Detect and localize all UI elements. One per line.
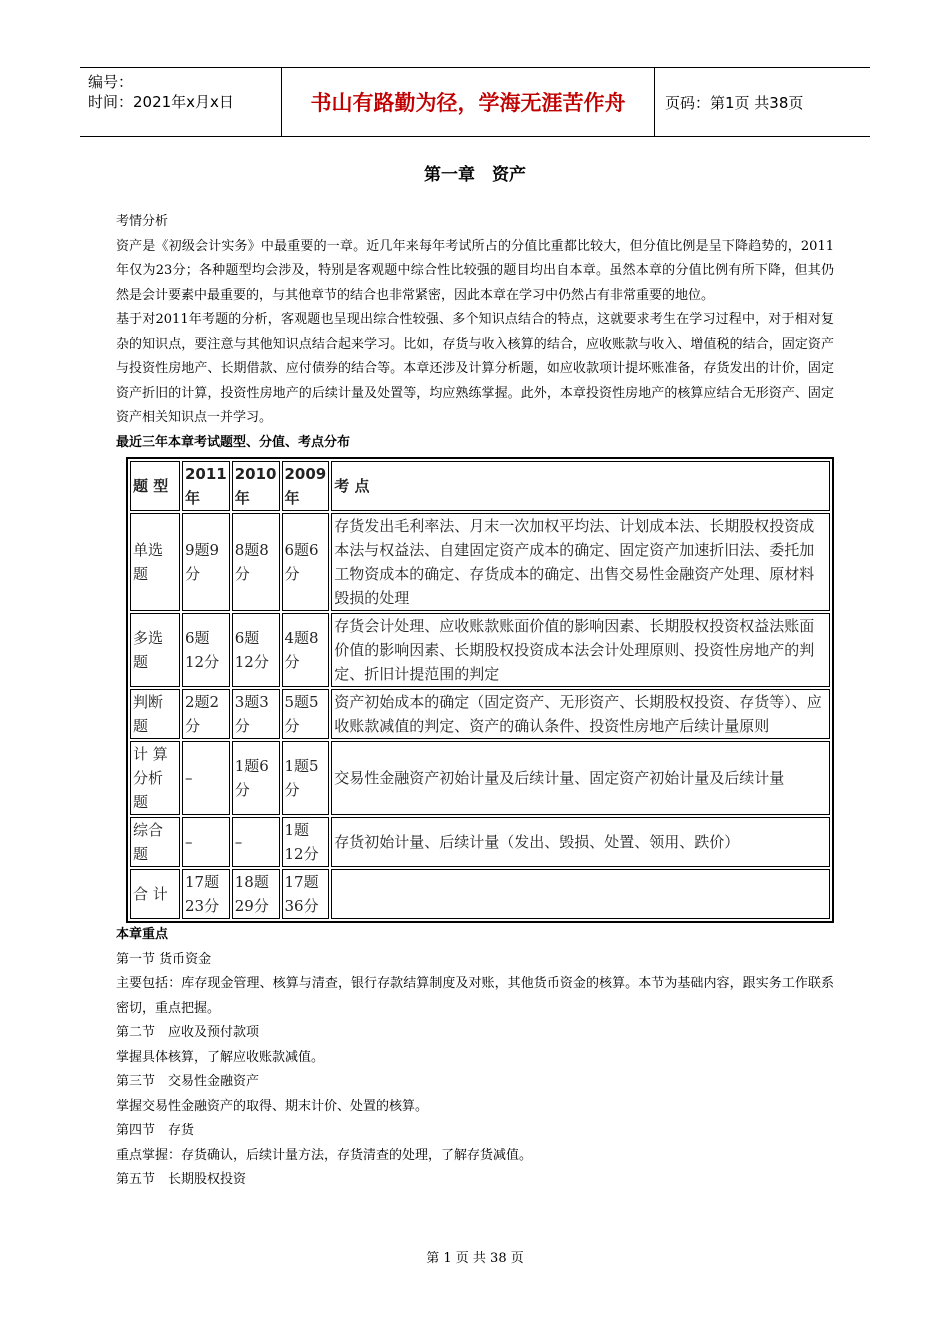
header-cell: 考 点: [331, 461, 830, 511]
table-cell: 6题6分: [282, 513, 330, 611]
focus-item: 掌握具体核算，了解应收账款减值。: [116, 1049, 325, 1065]
table-row: [130, 741, 830, 815]
table-cell: 6题12分: [232, 613, 280, 687]
number-label: 编号：: [88, 73, 134, 91]
page-header: [80, 67, 870, 137]
table-cell: [331, 869, 830, 919]
table-row: [130, 613, 830, 687]
table-cell: 1题6分: [232, 741, 280, 815]
header-cell: 题 型: [130, 461, 180, 511]
table-cell: 多选题: [130, 613, 180, 687]
header-motto: 书山有路勤为径，学海无涯苦作舟: [282, 68, 655, 136]
main-content: [116, 210, 834, 1193]
table-header-row: [130, 461, 830, 511]
header-cell: 2009年: [282, 461, 330, 511]
table-cell: 1题5分: [282, 741, 330, 815]
chapter-title: 第一章 资产: [424, 165, 526, 185]
table-row: [130, 689, 830, 739]
table-cell: 18题29分: [232, 869, 280, 919]
table-cell: –: [182, 817, 230, 867]
table-cell: 综合题: [130, 817, 180, 867]
table-cell: 存货发出毛利率法、月末一次加权平均法、计划成本法、长期股权投资成本法与权益法、自建固定资产成本的确定、固定资产加速折旧法、委托加工物资成本的确定、存货成本的确定、出售交易性金融资产处理、原材料毁损的处理: [331, 513, 830, 611]
table-cell: 判断题: [130, 689, 180, 739]
table-cell: 存货会计处理、应收账款账面价值的影响因素、长期股权投资权益法账面价值的影响因素、长期股权投资成本法会计处理原则、投资性房地产的判定、折旧计提范围的判定: [331, 613, 830, 687]
exam-distribution-table: [126, 457, 834, 923]
time-label: 时间：2021年x月x日: [88, 93, 234, 111]
focus-heading: 本章重点: [116, 927, 169, 942]
table-cell: 17题23分: [182, 869, 230, 919]
focus-item: 主要包括：库存现金管理、核算与清查，银行存款结算制度及对账，其他货币资金的核算。本节为基础内容，跟实务工作联系密切，重点把握。: [116, 976, 834, 1016]
table-caption: 最近三年本章考试题型、分值、考点分布: [116, 434, 351, 450]
table-cell: 4题8分: [282, 613, 330, 687]
table-cell: 存货初始计量、后续计量（发出、毁损、处置、领用、跌价）: [331, 817, 830, 867]
table-cell: 合 计: [130, 869, 180, 919]
table-cell: 5题5分: [282, 689, 330, 739]
focus-item: 掌握交易性金融资产的取得、期末计价、处置的核算。: [116, 1098, 429, 1114]
table-cell: 8题8分: [232, 513, 280, 611]
table-cell: 资产初始成本的确定（固定资产、无形资产、长期股权投资、存货等）、应收账款减值的判定、资产的确认条件、投资性房地产后续计量原则: [331, 689, 830, 739]
focus-item: 第四节 存货: [116, 1123, 195, 1138]
focus-item: 第五节 长期股权投资: [116, 1172, 247, 1187]
table-cell: 计 算分析题: [130, 741, 180, 815]
header-page-info: 页码：第1页 共38页: [665, 93, 804, 112]
header-meta: [80, 68, 282, 136]
focus-item: 第三节 交易性金融资产: [116, 1074, 260, 1089]
intro-paragraph-1: 资产是《初级会计实务》中最重要的一章。近几年来每年考试所占的分值比重都比较大，但分值比例是呈下降趋势的，2011年仅为23分；各种题型均会涉及，特别是客观题中综合性比较强的题目均出自本章。虽然本章的分值比例有所下降，但其仍然是会计要素中最重要的，与其他章节的结合也非常紧密，因此本章在学习中仍然占有非常重要的地位。: [116, 238, 834, 303]
page-footer: 第 1 页 共 38 页: [426, 1251, 524, 1266]
table-cell: 3题3分: [232, 689, 280, 739]
table-row: [130, 817, 830, 867]
focus-item: 第二节 应收及预付款项: [116, 1025, 260, 1040]
table-row: [130, 869, 830, 919]
intro-heading: 考情分析: [116, 214, 169, 229]
table-cell: 2题2分: [182, 689, 230, 739]
table-cell: –: [182, 741, 230, 815]
header-cell: 2011年: [182, 461, 230, 511]
table-cell: 1题12分: [282, 817, 330, 867]
table-cell: 单选题: [130, 513, 180, 611]
table-row: [130, 513, 830, 611]
table-cell: 9题9分: [182, 513, 230, 611]
table-cell: 17题36分: [282, 869, 330, 919]
focus-item: 第一节 货币资金: [116, 951, 212, 967]
header-cell: 2010年: [232, 461, 280, 511]
intro-paragraph-2: 基于对2011年考题的分析，客观题也呈现出综合性较强、多个知识点结合的特点，这就要求考生在学习过程中，对于相对复杂的知识点，要注意与其他知识点结合起来学习。比如，存货与收入核算的结合，应收账款与收入、增值税的结合，固定资产与投资性房地产、长期借款、应付债券的结合等。本章还涉及计算分析题，如应收款项计提坏账准备，存货发出的计价，固定资产折旧的计算，投资性房地产的后续计量及处置等，均应熟练掌握。此外，本章投资性房地产的核算应结合无形资产、固定资产相关知识点一并学习。: [116, 312, 834, 425]
table-cell: –: [232, 817, 280, 867]
focus-item: 重点掌握：存货确认，后续计量方法，存货清查的处理，了解存货减值。: [116, 1147, 533, 1163]
table-cell: 6题12分: [182, 613, 230, 687]
table-cell: 交易性金融资产初始计量及后续计量、固定资产初始计量及后续计量: [331, 741, 830, 815]
